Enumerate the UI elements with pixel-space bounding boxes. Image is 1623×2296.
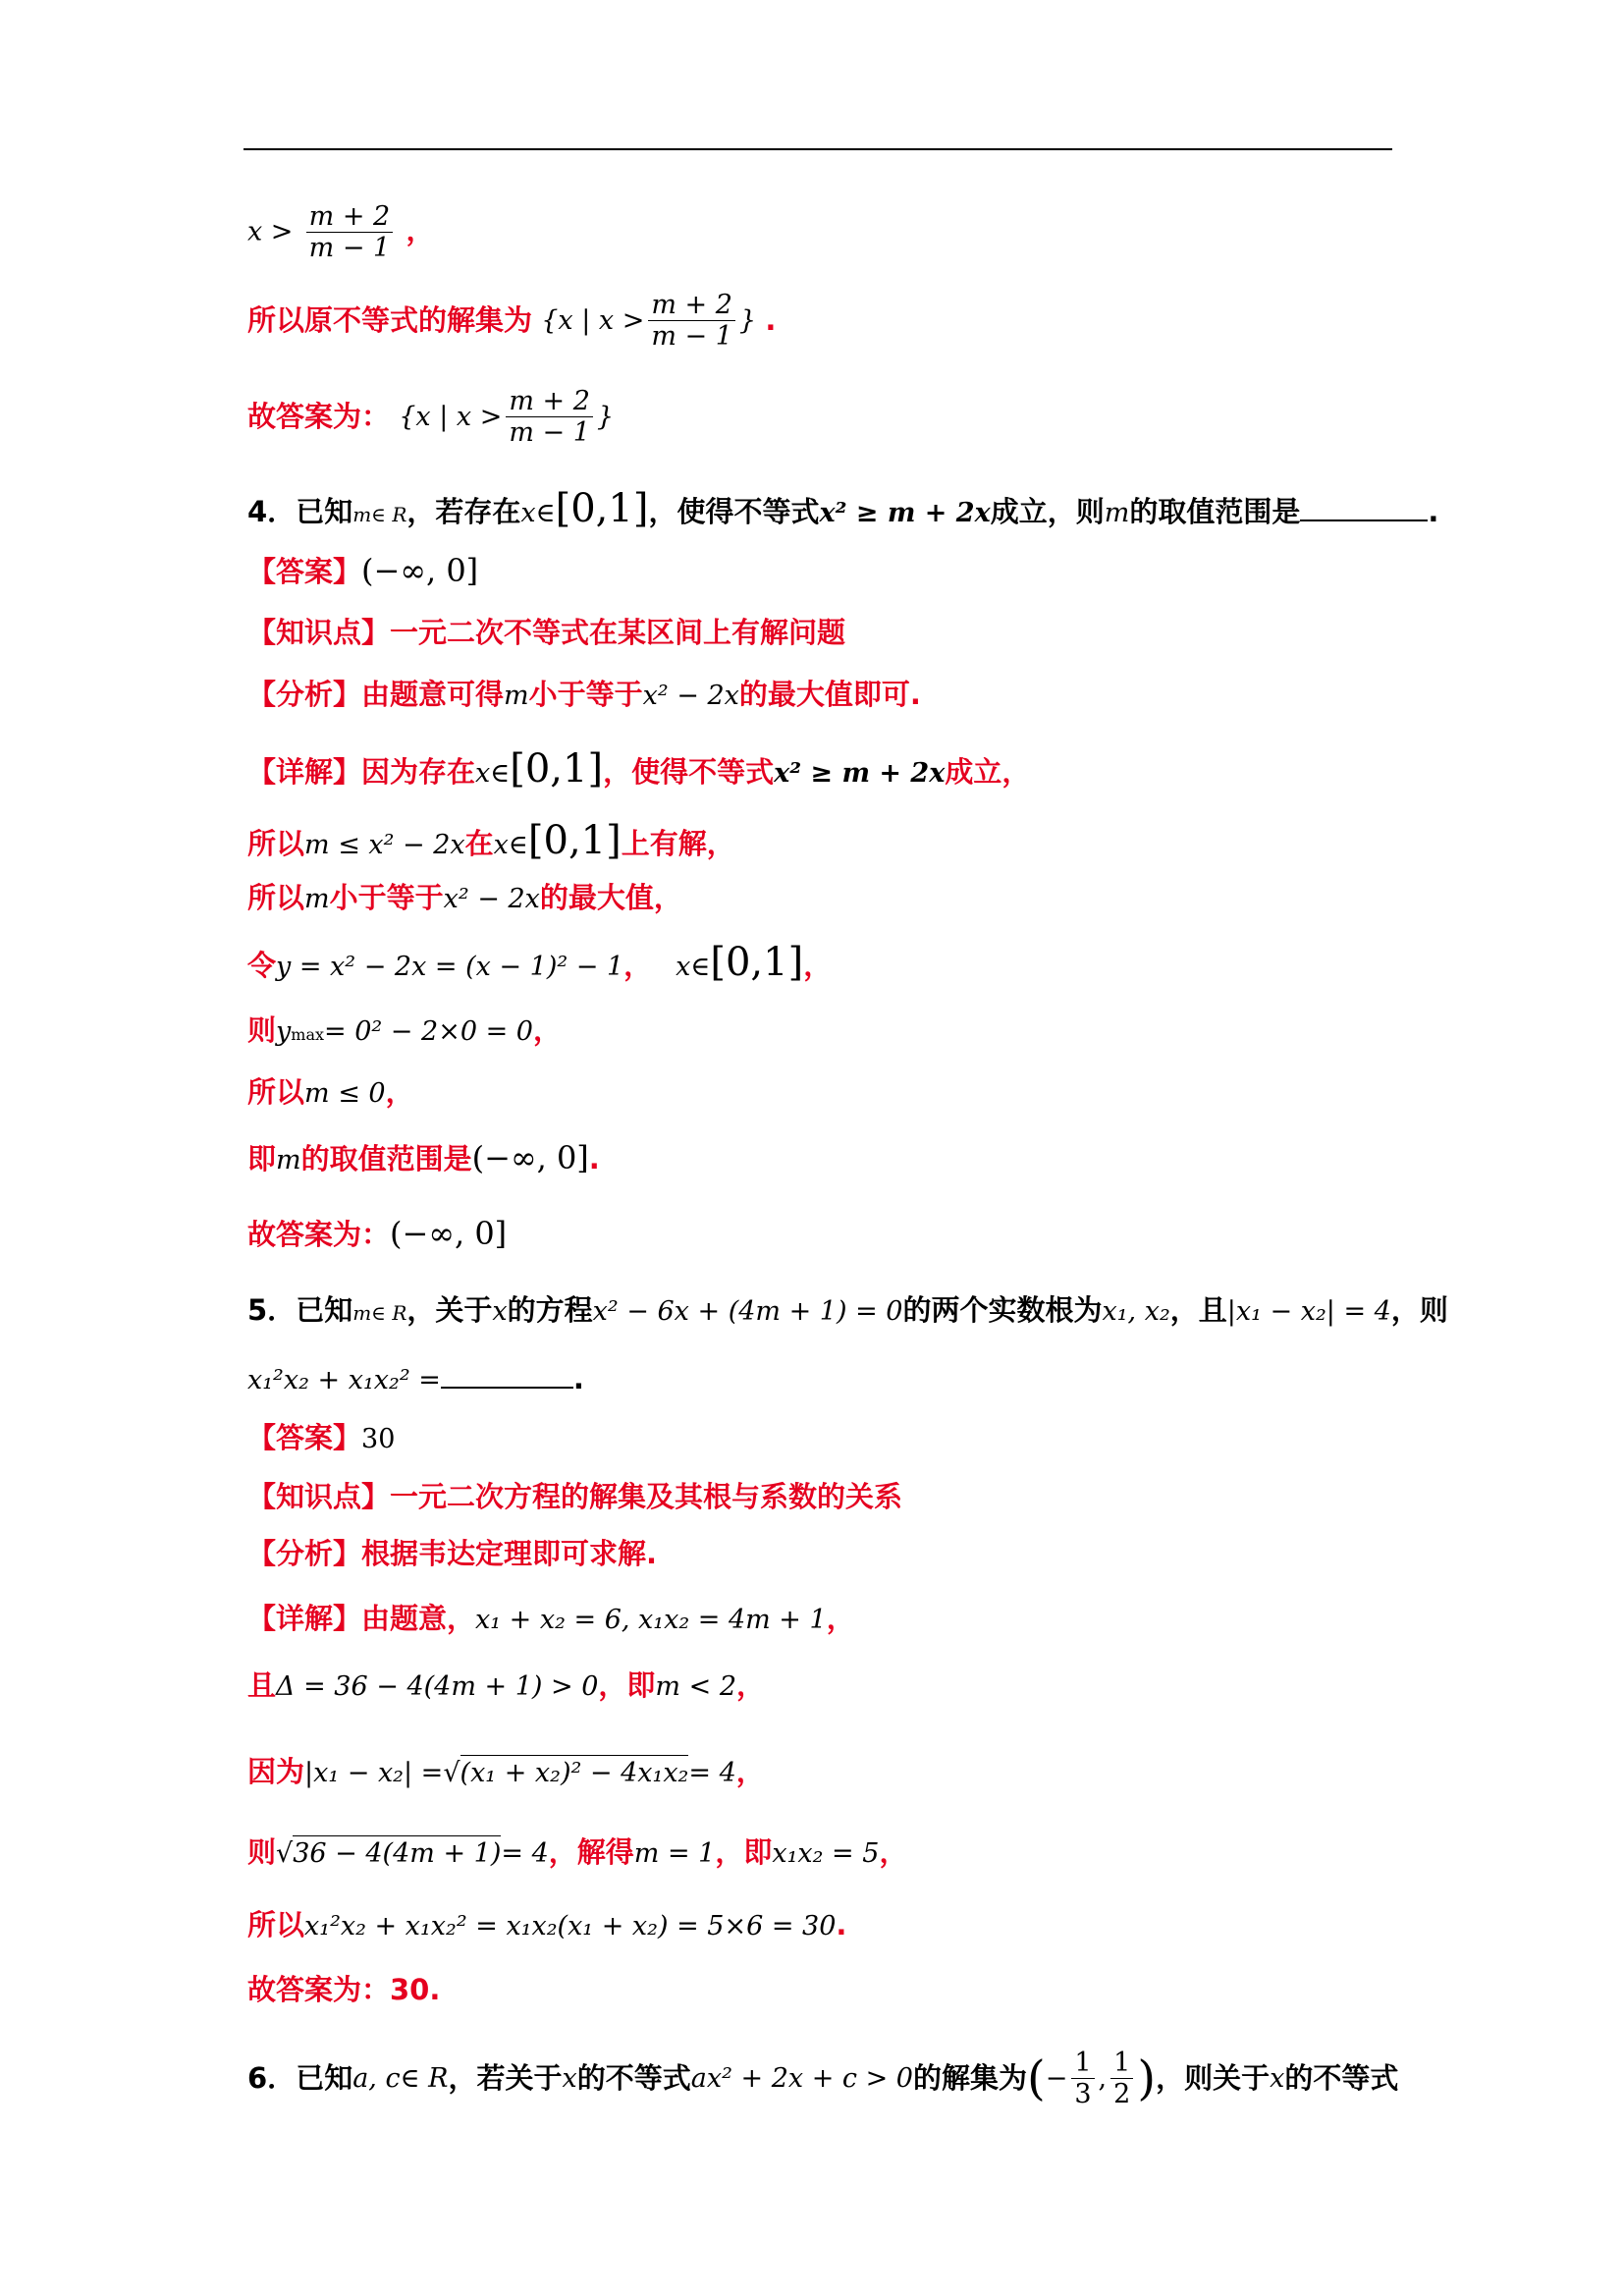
q3-solution-line: x > $\frac{m + 2}{m - 1}$ ， [247,201,435,264]
q3-answer-line: 故答案为： {x | x > $\frac{m + 2}{m - 1}$ } [247,386,615,449]
q5-question-cont: x₁²x₂ + x₁x₂² = . [247,1362,584,1395]
q5-analysis: 【分析】根据韦达定理即可求解. [247,1537,658,1570]
header-rule [243,148,1392,150]
q4-question: 4．已知m∈ R，若存在x∈[0,1]，使得不等式x² ≥ m + 2x成立，则m的取值范围是 . [247,486,1439,531]
fraction: $\frac{m + 2}{m - 1}$ [306,201,394,263]
q5-step-4: 所以x₁²x₂ + x₁x₂² = x₁x₂(x₁ + x₂) = 5×6 = 30. [247,1908,847,1941]
answer-blank [441,1387,573,1389]
q4-knowledge-point: 【知识点】一元二次不等式在某区间上有解问题 [247,616,846,649]
fraction: $\frac{1}{2}$ [1110,2048,1133,2109]
q5-knowledge-point: 【知识点】一元二次方程的解集及其根与系数的关系 [247,1480,903,1513]
q6-question: 6．已知a, c∈ R，若关于x的不等式ax² + 2x + c > 0的解集为(− $\frac{1}{3}$ , $\frac{1}{2}$ )，则关于x的不等式 [247,2048,1399,2110]
q3-solution-set-line: 所以原不等式的解集为 {x | x > $\frac{m + 2}{m - 1}$ } . [247,290,777,353]
q4-final-answer: 故答案为：(−∞, 0] [247,1215,508,1252]
fraction: $\frac{m + 2}{m - 1}$ [506,386,593,448]
answer-blank [1300,519,1428,521]
fraction: $\frac{1}{3}$ [1071,2048,1094,2109]
q4-answer: 【答案】(−∞, 0] [247,552,479,589]
q4-step-4: 则ymax= 0² − 2×0 = 0， [247,1013,562,1047]
q4-step-5: 所以m ≤ 0， [247,1075,414,1109]
fraction: $\frac{m + 2}{m - 1}$ [648,290,735,352]
q5-final-answer: 故答案为：30. [247,1973,441,2006]
q4-step-1: 所以m ≤ x² − 2x在x∈[0,1]上有解， [247,818,735,863]
q4-step-3: 令y = x² − 2x = (x − 1)² − 1， x∈[0,1]， [247,940,833,985]
q4-detail: 【详解】因为存在x∈[0,1]，使得不等式x² ≥ m + 2x成立， [247,746,1031,792]
math-x-gt: x > [247,216,294,247]
q4-analysis: 【分析】由题意可得m小于等于x² − 2x的最大值即可. [247,678,921,711]
q5-answer: 【答案】30 [247,1421,396,1454]
q4-step-2: 所以m小于等于x² − 2x的最大值， [247,881,682,914]
q5-step-3: 则√36 − 4(4m + 1)= 4，解得m = 1，即x₁x₂ = 5， [247,1835,908,1869]
q5-detail: 【详解】由题意，x₁ + x₂ = 6, x₁x₂ = 4m + 1， [247,1602,855,1635]
q5-step-1: 且Δ = 36 − 4(4m + 1) > 0，即m < 2， [247,1668,766,1702]
q5-question: 5．已知m∈ R，关于x的方程x² − 6x + (4m + 1) = 0的两个实数根为x₁, x₂，且|x₁ − x₂| = 4，则 [247,1293,1448,1327]
q4-step-6: 即m的取值范围是(−∞, 0]. [247,1139,600,1176]
q5-step-2: 因为|x₁ − x₂| =√(x₁ + x₂)² − 4x₁x₂= 4， [247,1755,765,1788]
